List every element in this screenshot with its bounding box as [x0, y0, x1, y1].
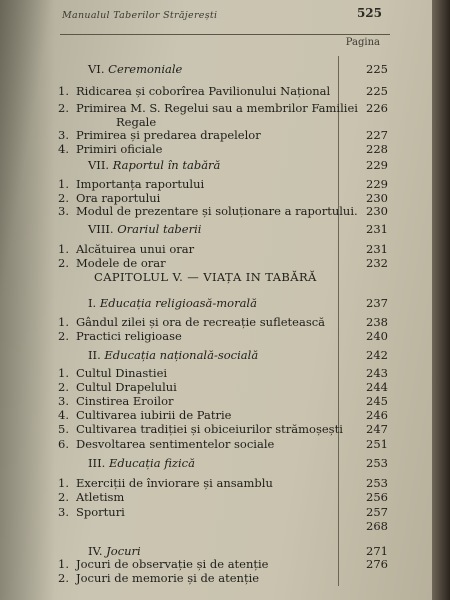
- toc-item-number: 4.: [58, 142, 69, 156]
- toc-entry-title: [58, 505, 125, 519]
- toc-page-number: 271: [366, 544, 388, 558]
- toc-section-number: VI.: [88, 62, 109, 76]
- toc-section-number: VII.: [88, 158, 113, 172]
- toc-section: [58, 158, 388, 172]
- toc-item-title: Cultivarea tradiției și obiceiurilor strămoșești: [76, 422, 343, 436]
- toc-entry: [58, 142, 388, 156]
- toc-entry-title: [58, 315, 325, 329]
- toc-item-number: 1.: [58, 84, 69, 98]
- book-edge: [432, 0, 450, 600]
- toc-section: [58, 348, 388, 362]
- toc-entry: [58, 315, 388, 329]
- page-number: 525: [356, 6, 382, 20]
- toc-section-number: VIII.: [88, 222, 118, 236]
- toc-page-number: 237: [366, 296, 388, 310]
- toc-entry: [58, 115, 388, 129]
- toc-section-number: III.: [88, 456, 109, 470]
- toc-item-number: 2.: [58, 380, 69, 394]
- toc-entry-title: [58, 380, 177, 394]
- toc-section: [58, 222, 388, 236]
- toc-entry: [58, 408, 388, 422]
- toc-item-number: 3.: [58, 204, 69, 218]
- toc-item-title: Modele de orar: [76, 256, 166, 270]
- toc-section-title: Ceremoniale: [108, 62, 183, 76]
- toc-item-title: Exerciții de înviorare și ansamblu: [76, 476, 273, 490]
- toc-page-number: 229: [366, 158, 388, 172]
- toc-item-number: 2.: [58, 191, 69, 205]
- toc-page-number: 244: [366, 380, 388, 394]
- toc-item-number: 6.: [58, 437, 69, 451]
- toc-item-title: Cultul Drapelului: [76, 380, 177, 394]
- toc-entry-title: [58, 366, 167, 380]
- toc-section: [58, 456, 388, 470]
- toc-item-number: 1.: [58, 476, 69, 490]
- toc-item-number: 2.: [58, 490, 69, 504]
- toc-item-title: Modul de prezentare și soluționare a raportului.: [76, 204, 358, 218]
- toc-page-number: 238: [366, 315, 388, 329]
- toc-item-title: Jocuri de memorie și de atenție: [76, 571, 260, 585]
- toc-page-number: 229: [366, 177, 388, 191]
- toc-item-number: 1.: [58, 315, 69, 329]
- toc-section-title: Orariul taberii: [117, 222, 202, 236]
- toc-item-number: 2.: [58, 256, 69, 270]
- toc-page-number: 268: [366, 519, 388, 533]
- toc-item-title: Ora raportului: [76, 191, 161, 205]
- toc-item-title: Gândul zilei și ora de recreație sufletească: [76, 315, 326, 329]
- toc-entry: [58, 242, 388, 256]
- toc-item-number: 1.: [58, 557, 69, 571]
- toc-item-title: Ridicarea și coborîrea Pavilionului Național: [76, 84, 331, 98]
- toc-item-number: 2.: [58, 329, 69, 343]
- toc-entry: [58, 557, 388, 571]
- toc-page-number: 227: [366, 128, 388, 142]
- toc-entry-title: CAPITOLUL V. — VIAȚA IN TABĂRĂ: [94, 270, 317, 284]
- toc-item-number: 3.: [58, 505, 69, 519]
- toc-entry: [58, 422, 388, 436]
- toc-entry: [58, 505, 388, 519]
- toc-page-number: 253: [366, 456, 388, 470]
- toc-item-title: Primiri oficiale: [76, 142, 163, 156]
- toc-entry-title: [58, 422, 343, 436]
- toc-entry: [58, 256, 388, 270]
- toc-entry-title: [88, 296, 257, 310]
- toc-entry-title: [88, 222, 201, 236]
- toc-section-number: II.: [88, 348, 105, 362]
- toc-entry: [58, 437, 388, 451]
- toc-entry-title: [58, 571, 259, 585]
- toc-page-number: 251: [366, 437, 388, 451]
- toc-entry-title: [88, 456, 195, 470]
- toc-entry-title: [58, 408, 232, 422]
- toc-item-title: Sporturi: [76, 505, 125, 519]
- toc-entry: [58, 329, 388, 343]
- toc-item-number: 4.: [58, 408, 69, 422]
- toc-item-number: 2.: [58, 101, 69, 115]
- toc-item-title: Cultivarea iubirii de Patrie: [76, 408, 232, 422]
- toc-section-number: I.: [88, 296, 100, 310]
- toc-page-number: 253: [366, 476, 388, 490]
- toc-entry-title: [58, 84, 330, 98]
- toc-page-number: 256: [366, 490, 388, 504]
- toc-page-number: 225: [366, 84, 388, 98]
- toc-entry-title: [58, 476, 273, 490]
- toc-entry-title: [58, 191, 160, 205]
- toc-page-number: 232: [366, 256, 388, 270]
- toc-entry: [58, 128, 388, 142]
- toc-item-title: Primirea și predarea drapelelor: [76, 128, 261, 142]
- toc-page-number: 257: [366, 505, 388, 519]
- toc-item-number: 1.: [58, 366, 69, 380]
- toc-page-number: 230: [366, 191, 388, 205]
- toc-entry-title: [58, 490, 124, 504]
- toc-entry-title: [58, 177, 204, 191]
- toc-entry-title: [58, 128, 261, 142]
- toc-item-number: 1.: [58, 177, 69, 191]
- toc-item-title: Jocuri de observație și de atenție: [76, 557, 269, 571]
- toc-item-number: 2.: [58, 571, 69, 585]
- toc-page-number: 228: [366, 142, 388, 156]
- toc-section-title: Educația religioasă-morală: [99, 296, 257, 310]
- toc-page-number: 276: [366, 557, 388, 571]
- toc-item-number: 5.: [58, 422, 69, 436]
- toc-entry-title: [58, 557, 269, 571]
- toc-entry: [58, 476, 388, 490]
- toc-entry: [58, 101, 388, 115]
- toc-entry: [58, 571, 388, 585]
- toc-entry: [58, 84, 388, 98]
- toc-entry-title: [88, 544, 141, 558]
- toc-entry: [58, 380, 388, 394]
- toc-item-title: Cultul Dinastiei: [76, 366, 168, 380]
- toc-page-number: 247: [366, 422, 388, 436]
- pagina-column-label: Pagina: [345, 37, 380, 48]
- toc-entry: [58, 204, 388, 218]
- toc-section-title: Jocuri: [106, 544, 141, 558]
- toc-item-title: Cinstirea Eroilor: [76, 394, 174, 408]
- toc-item-title: Atletism: [76, 490, 125, 504]
- toc-section-title: Educația fizică: [108, 456, 195, 470]
- toc-item-title: Alcătuirea unui orar: [76, 242, 195, 256]
- toc-page-number: 243: [366, 366, 388, 380]
- toc-chapter: [58, 270, 388, 284]
- toc-entry-title: [58, 256, 166, 270]
- toc-entry-title: [58, 101, 358, 115]
- toc-page-number: 242: [366, 348, 388, 362]
- toc-item-title: Desvoltarea sentimentelor sociale: [76, 437, 275, 451]
- toc-item-number: 3.: [58, 128, 69, 142]
- toc-entry-title: [88, 158, 220, 172]
- running-title: Manualul Taberilor Străjerești: [62, 10, 218, 21]
- toc-item-number: 1.: [58, 242, 69, 256]
- toc-item-title: Importanța raportului: [76, 177, 205, 191]
- toc-entry-title: [58, 329, 182, 343]
- toc-page-number: 231: [366, 222, 388, 236]
- toc-section-title: Raportul în tabără: [112, 158, 221, 172]
- toc-entry: [58, 490, 388, 504]
- toc-item-number: 3.: [58, 394, 69, 408]
- toc-section: [58, 544, 388, 558]
- toc-section: [58, 62, 388, 76]
- toc-entry-title: [58, 437, 274, 451]
- toc-entry-title: [58, 242, 194, 256]
- toc-page-number: 246: [366, 408, 388, 422]
- toc-entry: [58, 394, 388, 408]
- toc-section-title: Educația națională-socială: [104, 348, 259, 362]
- toc-entry-title: [88, 348, 258, 362]
- toc-page-number: 231: [366, 242, 388, 256]
- toc-section-number: IV.: [88, 544, 107, 558]
- toc-entry-title: [58, 204, 358, 218]
- toc-section: [58, 296, 388, 310]
- toc-entry: [58, 191, 388, 205]
- toc-entry: [58, 519, 388, 533]
- toc-entry-title: [58, 142, 162, 156]
- toc-page-number: 226: [366, 101, 388, 115]
- toc-entry: [58, 177, 388, 191]
- toc-entry: [58, 366, 388, 380]
- toc-item-title: Practici religioase: [76, 329, 182, 343]
- toc-entry-title: Regale: [116, 115, 157, 129]
- toc-page-number: 240: [366, 329, 388, 343]
- toc-item-title: Primirea M. S. Regelui sau a membrilor Familiei: [76, 101, 358, 115]
- toc-page-number: 245: [366, 394, 388, 408]
- toc-entry-title: [58, 394, 174, 408]
- toc-page-number: 225: [366, 62, 388, 76]
- toc-page-number: 230: [366, 204, 388, 218]
- toc-entry-title: [88, 62, 182, 76]
